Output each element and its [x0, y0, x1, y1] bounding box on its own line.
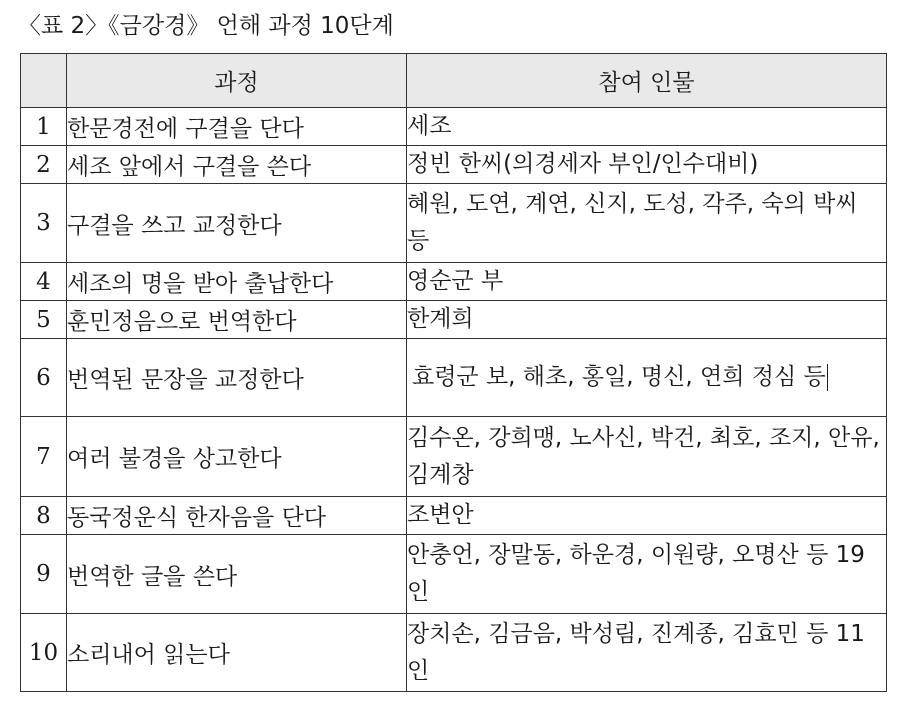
step-participants: 김수온, 강희맹, 노사신, 박건, 최호, 조지, 안유, 김계창 — [407, 417, 887, 497]
header-number — [21, 54, 67, 108]
header-participants: 참여 인물 — [407, 54, 887, 108]
step-participants: 안충언, 장말동, 하운경, 이원량, 오명산 등 19인 — [407, 535, 887, 614]
table-row — [21, 339, 887, 417]
step-process: 한문경전에 구결을 단다 — [67, 108, 407, 146]
table-row — [21, 497, 887, 535]
step-process: 훈민정음으로 번역한다 — [67, 301, 407, 339]
step-number: 3 — [21, 184, 67, 263]
step-process: 번역한 글을 쓴다 — [67, 535, 407, 614]
step-number: 6 — [21, 339, 67, 417]
step-participants: 한계희 — [407, 301, 887, 339]
step-participants: 조변안 — [407, 497, 887, 535]
table-row — [21, 614, 887, 692]
step-number: 8 — [21, 497, 67, 535]
table-header-row — [21, 54, 887, 108]
table-row — [21, 263, 887, 301]
step-process: 세조 앞에서 구결을 쓴다 — [67, 146, 407, 184]
table-caption: 〈표 2〉《금강경》 언해 과정 10단계 — [18, 13, 394, 39]
step-number: 1 — [21, 108, 67, 146]
step-participants: 정빈 한씨(의경세자 부인/인수대비) — [407, 146, 887, 184]
step-number: 9 — [21, 535, 67, 614]
step-participants: 세조 — [407, 108, 887, 146]
table-row — [21, 417, 887, 497]
step-process: 동국정운식 한자음을 단다 — [67, 497, 407, 535]
step-process: 구결을 쓰고 교정한다 — [67, 184, 407, 263]
table-row — [21, 535, 887, 614]
process-table — [20, 53, 887, 692]
step-process: 번역된 문장을 교정한다 — [67, 339, 407, 417]
step-number: 5 — [21, 301, 67, 339]
participants-text: 효령군 보, 해초, 홍일, 명신, 연희 정심 등 — [412, 364, 826, 390]
step-number: 4 — [21, 263, 67, 301]
step-participants — [407, 339, 887, 417]
step-process: 소리내어 읽는다 — [67, 614, 407, 692]
table-row — [21, 146, 887, 184]
header-process: 과정 — [67, 54, 407, 108]
step-process: 여러 불경을 상고한다 — [67, 417, 407, 497]
step-process: 세조의 명을 받아 출납한다 — [67, 263, 407, 301]
step-number: 7 — [21, 417, 67, 497]
step-participants: 영순군 부 — [407, 263, 887, 301]
step-participants: 혜원, 도연, 계연, 신지, 도성, 각주, 숙의 박씨 등 — [407, 184, 887, 263]
step-number: 2 — [21, 146, 67, 184]
table-row — [21, 301, 887, 339]
table-row — [21, 184, 887, 263]
step-participants: 장치손, 김금음, 박성림, 진계종, 김효민 등 11인 — [407, 614, 887, 692]
table-row — [21, 108, 887, 146]
step-number: 10 — [21, 614, 67, 692]
text-cursor — [827, 364, 829, 391]
